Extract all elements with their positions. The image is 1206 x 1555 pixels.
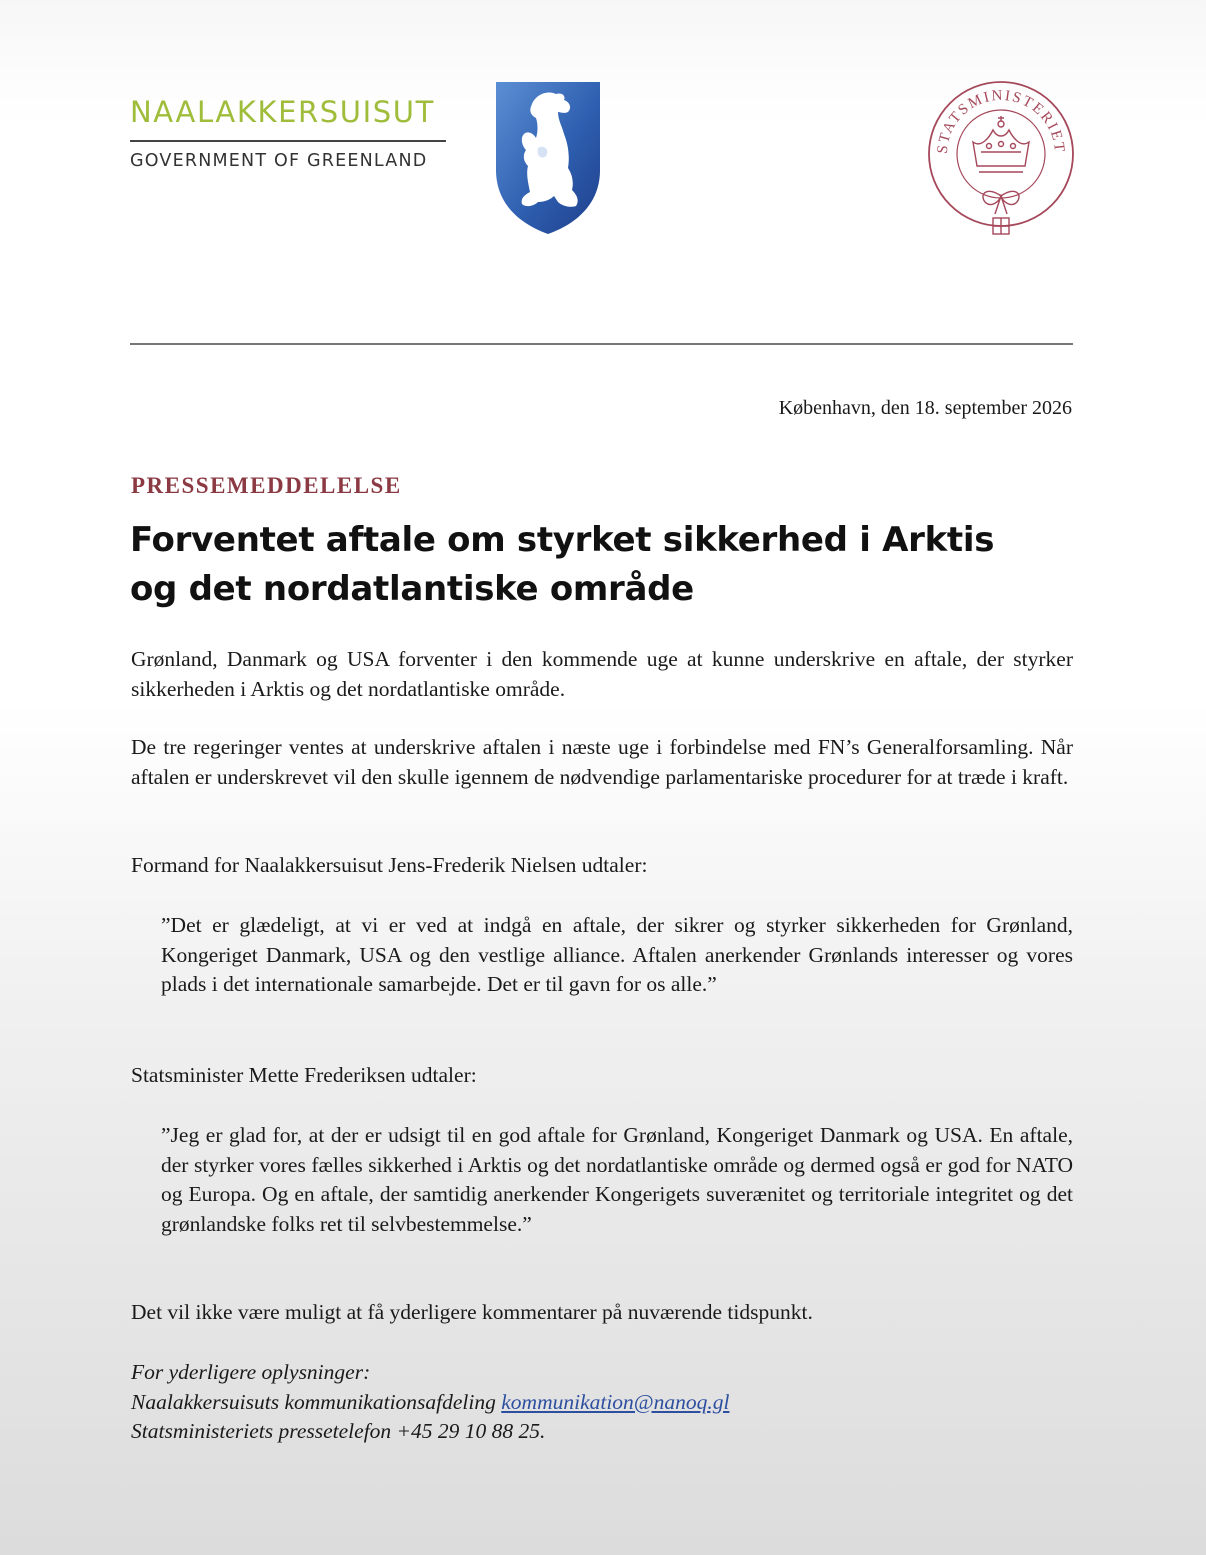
press-release-label: PRESSEMEDDELELSE	[131, 473, 402, 498]
headline-line-1: Forventet aftale om styrket sikkerhed i Arktis	[130, 520, 995, 560]
statsministeriet-seal-icon	[921, 68, 1081, 246]
contact-heading: For yderligere oplysninger:	[131, 1360, 371, 1384]
dateline: København, den 18. september 2026	[778, 397, 1072, 419]
greenland-government-logo	[130, 95, 446, 171]
contact-email-link[interactable]: kommunikation@nanoq.gl	[501, 1389, 730, 1414]
header-divider	[130, 343, 1073, 345]
gov-name: NAALAKKERSUISUT	[130, 95, 435, 129]
contact-dept-line	[131, 1388, 729, 1418]
svg-text:STATSMINISTERIET: STATSMINISTERIET	[934, 87, 1068, 155]
gov-logo-divider	[130, 140, 446, 142]
headline-line-2: og det nordatlantiske område	[130, 569, 694, 609]
paragraph-nielsen-intro: Formand for Naalakkersuisut Jens-Frederik Nielsen udtaler:	[131, 853, 648, 877]
paragraph-no-comments: Det vil ikke være muligt at få yderligere kommentarer på nuværende tidspunkt.	[131, 1300, 813, 1324]
quote-nielsen: ”Det er glædeligt, at vi er ved at indgå en aftale, der sikrer og styrker sikkerheden for Grønland, Kongeriget Danmark, USA og den vestlige alliance. Aftalen anerkender Grønlands interesser og vores plads i det internationale samarbejde. Det er til gavn for os alle.”	[161, 913, 1073, 996]
quote-frederiksen: ”Jeg er glad for, at der er udsigt til en god aftale for Grønland, Kongeriget Danmark og USA. En aftale, der styrker vores fælles sikkerhed i Arktis og det nordatlantiske område og dermed også er god for NATO og Europa. Og en aftale, der samtidig anerkender Kongerigets suverænitet og territoriale integritet og det grønlandske folks ret til selvbestemmelse.”	[161, 1123, 1073, 1236]
paragraph-frederiksen-intro: Statsminister Mette Frederiksen udtaler:	[131, 1063, 477, 1087]
gov-subtitle: GOVERNMENT OF GREENLAND	[130, 151, 428, 171]
headline	[130, 516, 1080, 614]
contact-dept: Naalakkersuisuts kommunikationsafdeling	[131, 1389, 496, 1414]
paragraph-intro: Grønland, Danmark og USA forventer i den kommende uge at kunne underskrive en aftale, der styrker sikkerheden i Arktis og det nordatlantiske område.	[131, 647, 1073, 701]
polar-bear-shield-icon	[492, 78, 604, 236]
contact-phone: Statsministeriets pressetelefon +45 29 10 88 25.	[131, 1419, 546, 1443]
paragraph-signing: De tre regeringer ventes at underskrive aftalen i næste uge i forbindelse med FN’s Generalforsamling. Når aftalen er underskrevet vil den skulle igennem de nødvendige parlamentariske procedurer for at træde i kraft.	[131, 735, 1073, 789]
contact-block	[131, 1358, 729, 1447]
